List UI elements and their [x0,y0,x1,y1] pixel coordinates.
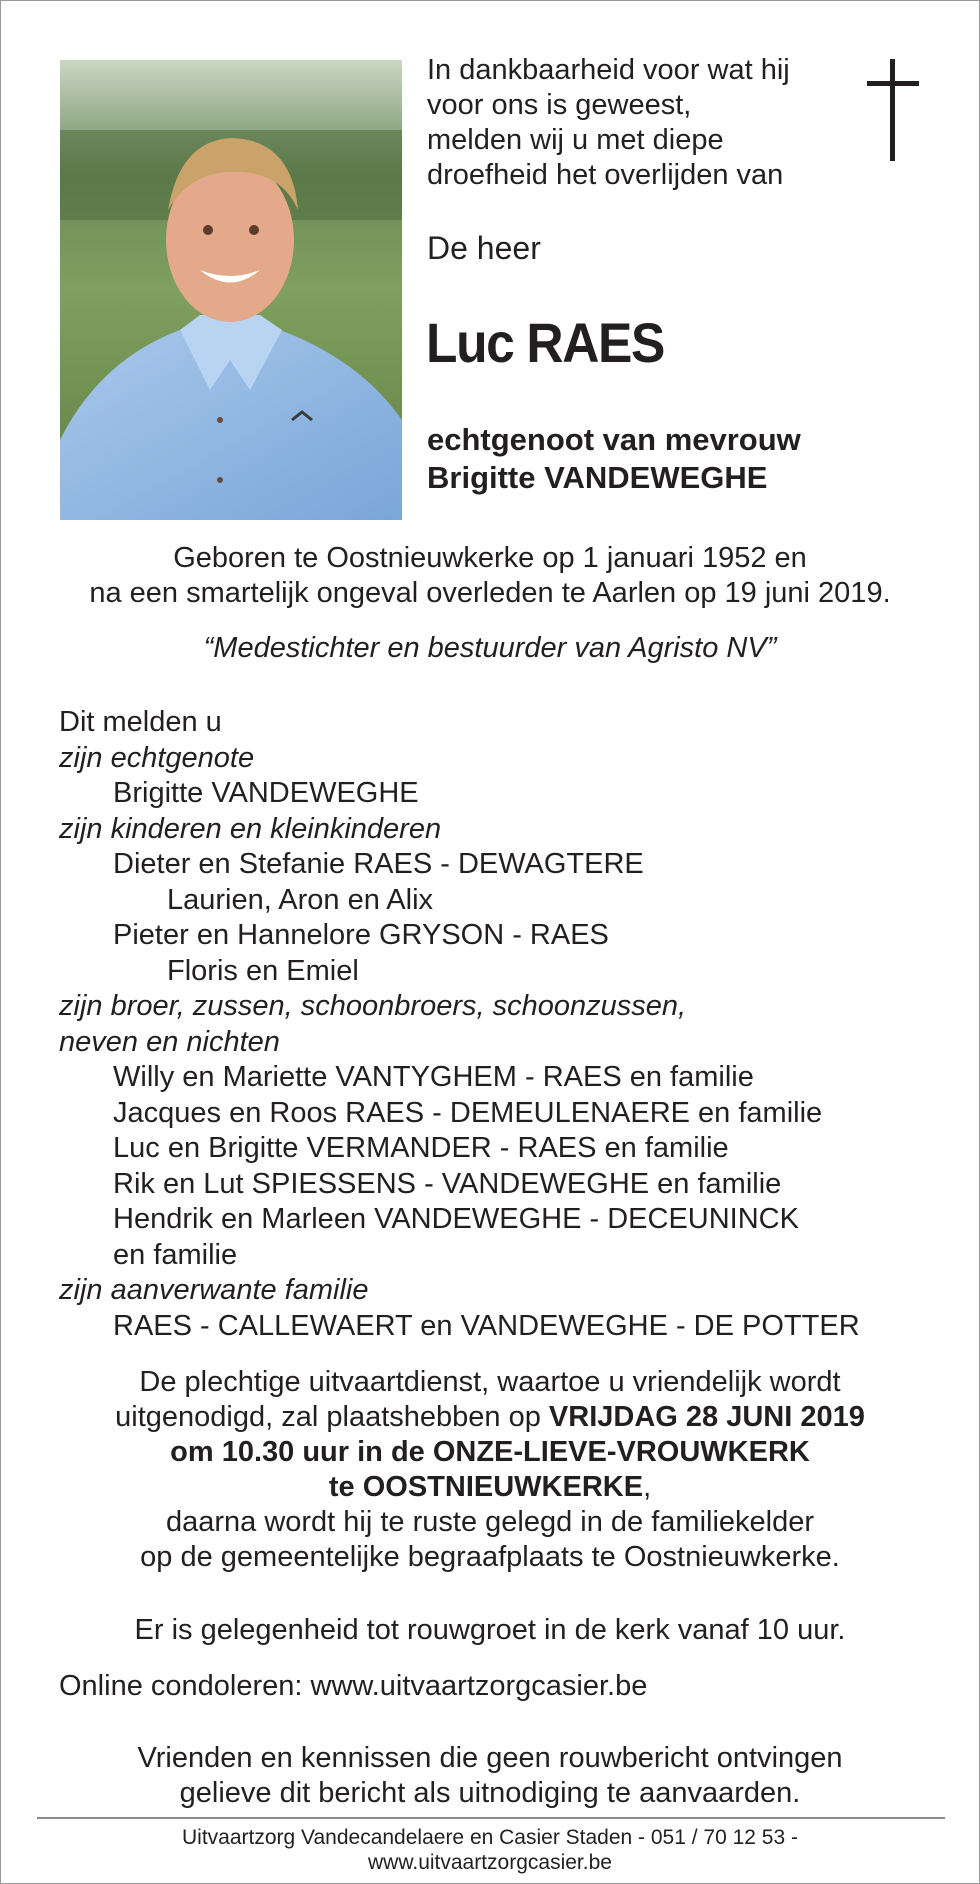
relation-label: zijn aanverwante familie [59,1274,369,1306]
family-member: Willy en Mariette VANTYGHEM - RAES en familie [113,1061,754,1093]
family-member: Laurien, Aron en Alix [167,883,434,916]
intro-text [427,53,827,193]
funeral-line [1,1435,979,1470]
family-member: Floris en Emiel [167,954,359,987]
condolence-visit-info: Er is gelegenheid tot rouwgroet in de kerk vanaf 10 uur. [134,1614,846,1646]
funeral-text: , [643,1471,652,1503]
family-member: Dieter en Stefanie RAES - DEWAGTERE [113,848,644,880]
relation-label: neven en nichten [59,1025,280,1058]
funeral-line: daarna wordt hij te ruste gelegd in de familiekelder [165,1506,815,1538]
funeral-line: op de gemeentelijke begraafplaats te Oostnieuwkerke. [140,1541,840,1573]
intro-line: voor ons is geweest, [427,89,692,121]
footer [1,1825,979,1875]
family-member: en familie [113,1238,238,1271]
family-member: Hendrik en Marleen VANDEWEGHE - DECEUNINCK [113,1203,799,1235]
honorific: De heer [427,230,541,266]
invitation-line: Vrienden en kennissen die geen rouwbericht ontvingen [137,1742,843,1774]
funeral-line: De plechtige uitvaartdienst, waartoe u vriendelijk wordt [139,1366,841,1398]
funeral-text: uitgenodigd, zal plaatshebben op [115,1401,549,1433]
funeral-line [1,1400,979,1435]
relation-label: zijn broer, zussen, schoonbroers, schoonzussen, [59,990,687,1022]
invitation-note [1,1741,979,1811]
family-member: Rik en Lut SPIESSENS - VANDEWEGHE en familie [113,1167,782,1200]
born-line: na een smartelijk ongeval overleden te Aarlen op 19 juni 2019. [89,577,891,609]
footer-divider [37,1817,945,1819]
family-member: RAES - CALLEWAERT en VANDEWEGHE - DE POTTER [113,1309,860,1342]
relation-label: zijn echtgenote [59,741,255,774]
family-member: Pieter en Hannelore GRYSON - RAES [113,919,609,951]
family-member: Jacques en Roos RAES - DEMEULENAERE en familie [113,1096,823,1129]
spouse-line: echtgenoot van mevrouw [427,422,801,457]
funeral-home-contact: Uitvaartzorg Vandecandelaere en Casier Staden - 051 / 70 12 53 - [182,1826,798,1849]
family-member: Luc en Brigitte VERMANDER - RAES en familie [113,1132,729,1164]
family-member: Brigitte VANDEWEGHE [113,777,419,809]
family-intro: Dit melden u [59,706,222,738]
relation-label: zijn kinderen en kleinkinderen [59,812,442,845]
spouse-heading [427,421,801,497]
spouse-line: Brigitte VANDEWEGHE [427,460,768,495]
portrait-photo [60,60,402,520]
funeral-date: VRIJDAG 28 JUNI 2019 [548,1401,865,1433]
funeral-home-website[interactable]: www.uitvaartzorgcasier.be [368,1851,612,1874]
intro-line: droefheid het overlijden van [427,159,784,191]
funeral-line [1,1470,979,1505]
intro-line: In dankbaarheid voor wat hij [427,54,790,86]
funeral-info [1,1365,979,1575]
invitation-line: gelieve dit bericht als uitnodiging te aanvaarden. [179,1777,801,1809]
intro-line: melden wij u met diepe [427,124,724,156]
born-line: Geboren te Oostnieuwkerke op 1 januari 1952 en [173,542,807,574]
funeral-town: te OOSTNIEUWKERKE [328,1471,644,1503]
motto: “Medestichter en bestuurder van Agristo NV” [203,632,777,664]
cross-icon [867,59,919,161]
deceased-name: Luc RAES [426,311,665,374]
funeral-time-place: om 10.30 uur in de ONZE-LIEVE-VROUWKERK [170,1436,810,1468]
birth-death-info [1,541,979,611]
family-list [59,705,959,1344]
online-condolence-link[interactable]: Online condoleren: www.uitvaartzorgcasier.be [59,1670,648,1702]
